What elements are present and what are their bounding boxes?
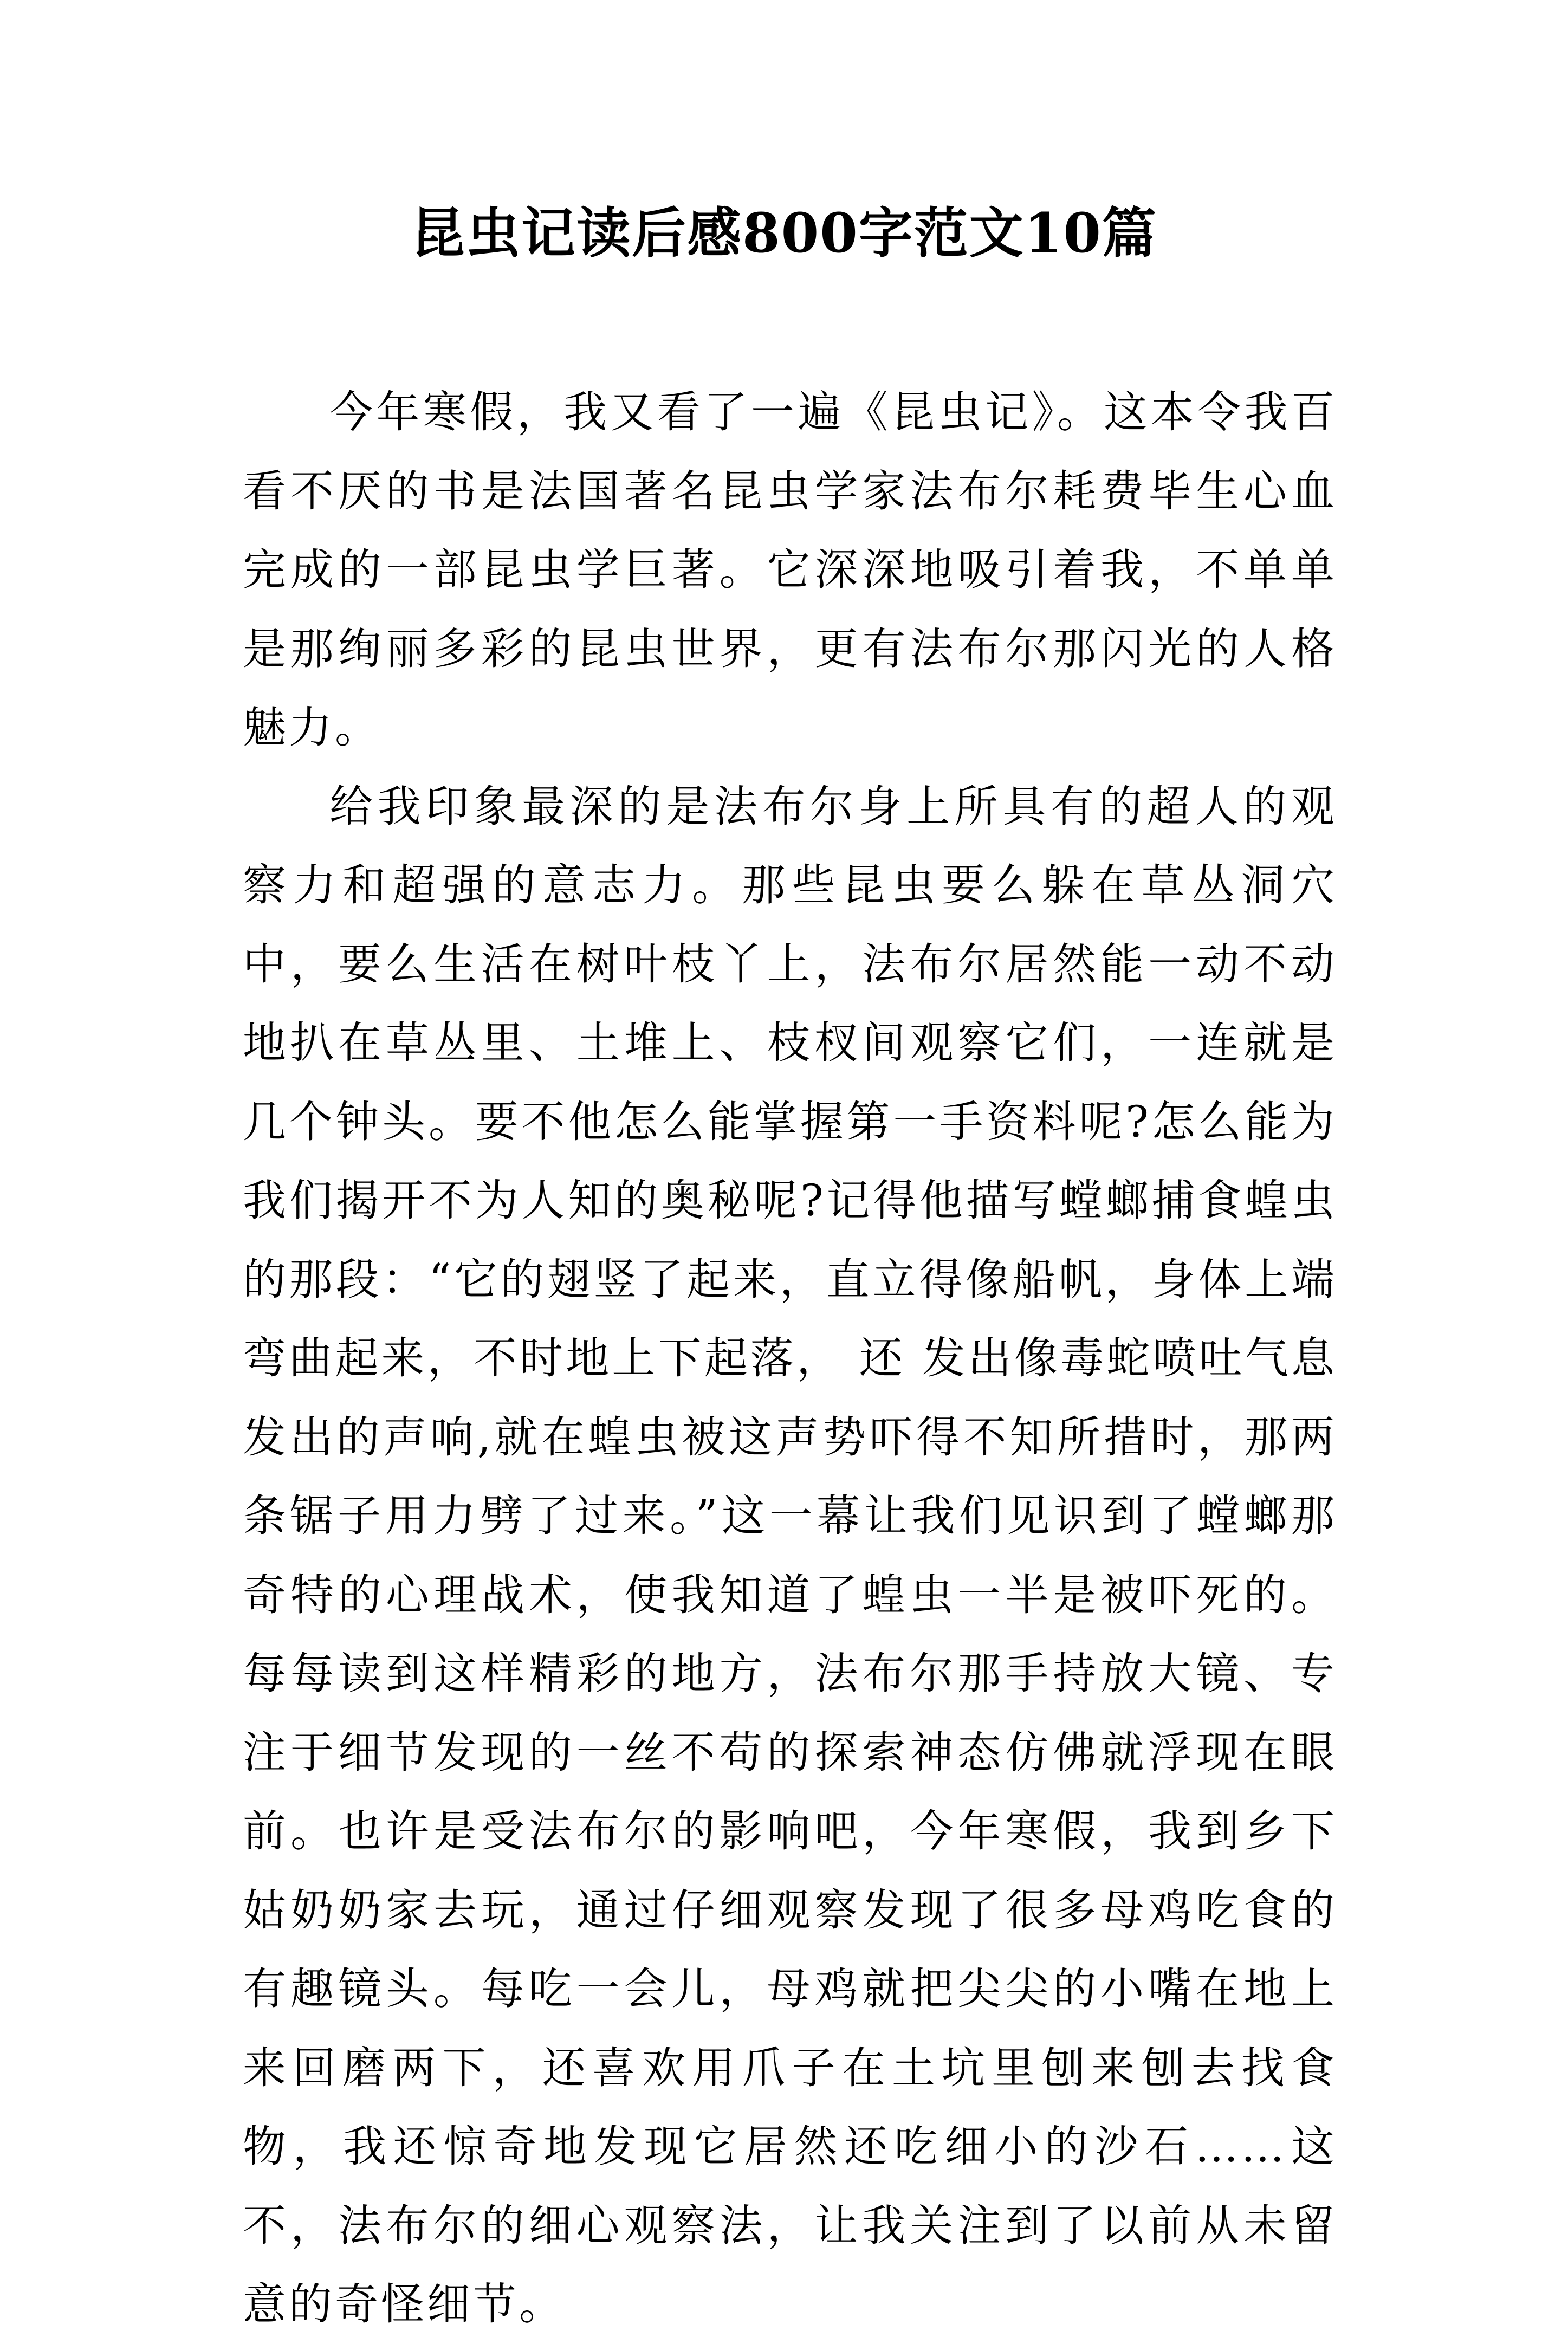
paragraph-1: 今年寒假，我又看了一遍《昆虫记》。这本令我百看不厌的书是法国著名昆虫学家法布尔耗费毕生心血完成的一部昆虫学巨著。它深深地吸引着我，不单单是那绚丽多彩的昆虫世界，更有法布尔那闪光的人格魅力。	[243, 387, 1337, 753]
paragraph-2: 给我印象最深的是法布尔身上所具有的超人的观察力和超强的意志力。那些昆虫要么躲在草丛洞穴中，要么生活在树叶枝丫上，法布尔居然能一动不动地扒在草丛里、土堆上、枝杈间观察它们，一连就是几个钟头。要不他怎么能掌握第一手资料呢?怎么能为我们揭开不为人知的奥秘呢?记得他描写螳螂捕食蝗虫的那段：“它的翅竖了起来，直立得像船帆，身体上端弯曲起来，不时地上下起落， 还 发出像毒蛇喷吐气息发出的声响,就在蝗虫被这声势吓得不知所措时，那两条锯子用力劈了过来。”这一幕让我们见识到了螳螂那奇特的心理战术，使我知道了蝗虫一半是被吓死的。每每读到这样精彩的地方，法布尔那手持放大镜、专注于细节发现的一丝不苟的探索神态仿佛就浮现在眼前。也许是受法布尔的影响吧，今年寒假，我到乡下姑奶奶家去玩，通过仔细观察发现了很多母鸡吃食的有趣镜头。每吃一会儿，母鸡就把尖尖的小嘴在地上来回磨两下，还喜欢用爪子在土坑里刨来刨去找食物，我还惊奇地发现它居然还吃细小的沙石……这不，法布尔的细心观察法，让我关注到了以前从未留意的奇怪细节。	[243, 781, 1337, 2329]
document-title: 昆虫记读后感800字范文10篇	[411, 201, 1157, 265]
document-body	[243, 373, 1337, 2344]
